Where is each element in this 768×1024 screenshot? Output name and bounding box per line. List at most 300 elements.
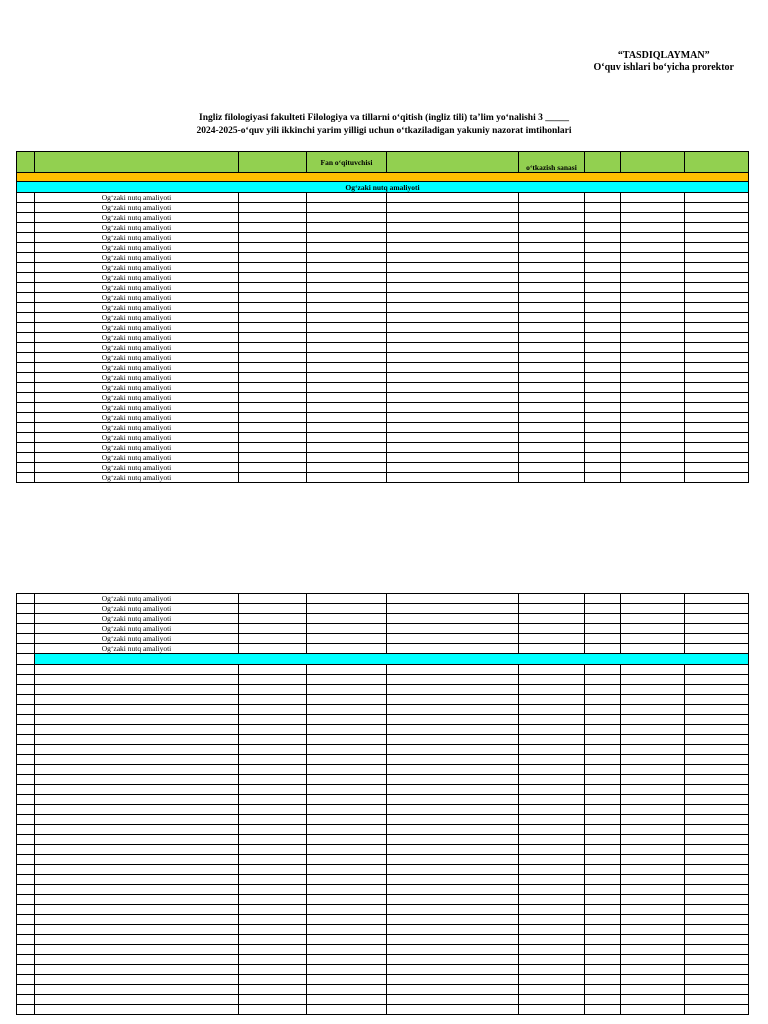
table-cell — [35, 865, 239, 875]
table-cell — [239, 785, 307, 795]
table-cell — [307, 403, 387, 413]
table-cell — [621, 624, 685, 634]
table-cell — [585, 745, 621, 755]
table-cell — [519, 203, 585, 213]
table-cell — [17, 213, 35, 223]
table-cell — [585, 855, 621, 865]
table-cell — [387, 875, 519, 885]
subject-cell: Og‘zaki nutq amaliyoti — [35, 363, 239, 373]
table-cell — [685, 433, 749, 443]
table-cell — [17, 695, 35, 705]
table-cell — [17, 303, 35, 313]
table-cell — [239, 685, 307, 695]
table-cell — [239, 935, 307, 945]
table-cell — [685, 233, 749, 243]
document-title-line2: 2024-2025-o‘quv yili ikkinchi yarim yilligi uchun o‘tkaziladigan yakuniy nazorat imtihonlari — [196, 126, 572, 136]
table-cell — [685, 805, 749, 815]
table-cell — [307, 935, 387, 945]
subject-cell: Og‘zaki nutq amaliyoti — [35, 303, 239, 313]
document-title — [0, 112, 768, 138]
table-cell — [307, 353, 387, 363]
table-cell — [307, 775, 387, 785]
subject-cell: Og‘zaki nutq amaliyoti — [35, 413, 239, 423]
table-cell — [621, 363, 685, 373]
table-cell — [685, 373, 749, 383]
table-cell — [239, 223, 307, 233]
table-cell — [387, 905, 519, 915]
table-cell — [585, 283, 621, 293]
subject-cell: Og‘zaki nutq amaliyoti — [35, 263, 239, 273]
table-cell — [621, 313, 685, 323]
table-cell — [621, 393, 685, 403]
table-cell — [35, 675, 239, 685]
table-cell — [17, 675, 35, 685]
table-cell — [685, 303, 749, 313]
table-cell — [585, 453, 621, 463]
table-cell — [585, 705, 621, 715]
table-cell — [17, 865, 35, 875]
table-cell — [17, 825, 35, 835]
table-cell — [35, 955, 239, 965]
table-cell — [519, 1005, 585, 1015]
table-cell — [387, 695, 519, 705]
table-row — [17, 845, 749, 855]
table-cell — [387, 353, 519, 363]
table-cell — [585, 805, 621, 815]
table-cell — [307, 925, 387, 935]
table-cell — [387, 785, 519, 795]
table-cell — [239, 253, 307, 263]
table-cell — [17, 614, 35, 624]
table-cell — [239, 815, 307, 825]
table-cell — [585, 263, 621, 273]
table-cell — [307, 915, 387, 925]
table-cell — [685, 203, 749, 213]
table-cell — [239, 765, 307, 775]
table-cell — [387, 885, 519, 895]
table-cell — [621, 975, 685, 985]
table-cell — [685, 895, 749, 905]
table-cell — [519, 604, 585, 614]
table-cell — [685, 363, 749, 373]
table-row — [17, 293, 749, 303]
table-cell — [621, 263, 685, 273]
table-cell — [585, 785, 621, 795]
table-cell — [519, 865, 585, 875]
subject-cell: Og‘zaki nutq amaliyoti — [35, 423, 239, 433]
table-cell — [519, 775, 585, 785]
table-cell — [685, 995, 749, 1005]
table-cell — [387, 614, 519, 624]
subject-cell: Og‘zaki nutq amaliyoti — [35, 273, 239, 283]
table-cell — [387, 313, 519, 323]
table-cell — [519, 895, 585, 905]
header-date: o‘tkazish sanasi — [519, 152, 585, 173]
table-cell — [585, 383, 621, 393]
table-cell — [621, 323, 685, 333]
table-cell — [685, 323, 749, 333]
table-cell — [685, 945, 749, 955]
table-cell — [17, 975, 35, 985]
table-cell — [17, 735, 35, 745]
table-cell — [17, 855, 35, 865]
table-cell — [519, 955, 585, 965]
table-cell — [685, 413, 749, 423]
table-cell — [307, 343, 387, 353]
table-cell — [239, 755, 307, 765]
table-cell — [17, 665, 35, 675]
document-title-line1: Ingliz filologiyasi fakulteti Filologiya va tillarni o‘qitish (ingliz tili) ta’lim yo‘nalishi 3 _____ — [199, 113, 569, 123]
table-cell — [585, 634, 621, 644]
table-cell — [17, 363, 35, 373]
table-cell — [585, 273, 621, 283]
table-cell — [35, 885, 239, 895]
table-cell — [519, 745, 585, 755]
table-cell — [307, 805, 387, 815]
table-cell — [17, 715, 35, 725]
table-cell — [239, 845, 307, 855]
table-cell — [519, 463, 585, 473]
table-cell — [307, 473, 387, 483]
table-cell — [239, 875, 307, 885]
table-cell — [621, 685, 685, 695]
table-cell — [387, 745, 519, 755]
subject-cell: Og‘zaki nutq amaliyoti — [35, 433, 239, 443]
table-cell — [17, 755, 35, 765]
table-cell — [621, 865, 685, 875]
table-cell — [685, 785, 749, 795]
table-cell — [519, 243, 585, 253]
table-cell — [239, 865, 307, 875]
table-cell — [685, 745, 749, 755]
table-cell — [307, 985, 387, 995]
table-cell — [17, 223, 35, 233]
table-row — [17, 995, 749, 1005]
table-cell — [585, 995, 621, 1005]
table-cell — [387, 403, 519, 413]
table-cell — [621, 765, 685, 775]
table-cell — [17, 253, 35, 263]
table-cell — [239, 715, 307, 725]
table-row — [17, 685, 749, 695]
table-row — [17, 705, 749, 715]
table-row — [17, 263, 749, 273]
table-cell — [685, 393, 749, 403]
table-cell — [519, 855, 585, 865]
table-cell — [307, 193, 387, 203]
table-cell — [17, 915, 35, 925]
table-cell — [685, 333, 749, 343]
table-cell — [307, 835, 387, 845]
table-row — [17, 253, 749, 263]
table-cell — [387, 443, 519, 453]
table-row — [17, 614, 749, 624]
table-row — [17, 353, 749, 363]
table-cell — [17, 333, 35, 343]
table-cell — [239, 795, 307, 805]
table-cell — [519, 675, 585, 685]
table-row — [17, 313, 749, 323]
table-cell — [519, 303, 585, 313]
table-cell — [685, 223, 749, 233]
table-row — [17, 805, 749, 815]
table-cell — [685, 1005, 749, 1015]
table-cell — [35, 705, 239, 715]
table-row — [17, 965, 749, 975]
subject-cell: Og‘zaki nutq amaliyoti — [35, 353, 239, 363]
table-cell — [685, 634, 749, 644]
table-cell — [387, 373, 519, 383]
table-cell — [519, 935, 585, 945]
table-cell — [621, 725, 685, 735]
table-cell — [17, 433, 35, 443]
table-cell — [387, 975, 519, 985]
table-cell — [239, 383, 307, 393]
table-cell — [387, 735, 519, 745]
table-cell — [239, 203, 307, 213]
table-cell — [307, 373, 387, 383]
table-cell — [621, 413, 685, 423]
table-cell — [685, 735, 749, 745]
table-cell — [519, 805, 585, 815]
table-cell — [685, 293, 749, 303]
table-cell — [239, 243, 307, 253]
table-cell — [17, 443, 35, 453]
table-cell — [307, 463, 387, 473]
table-cell — [307, 433, 387, 443]
table-cell — [239, 975, 307, 985]
table-cell — [307, 785, 387, 795]
table-cell — [17, 243, 35, 253]
table-row — [17, 453, 749, 463]
table-cell — [621, 675, 685, 685]
table-cell — [621, 293, 685, 303]
table-cell — [239, 775, 307, 785]
table-cell — [307, 955, 387, 965]
subject-cell: Og‘zaki nutq amaliyoti — [35, 323, 239, 333]
table-row — [17, 695, 749, 705]
table-cell — [35, 745, 239, 755]
table-cell — [621, 1005, 685, 1015]
table-cell — [239, 393, 307, 403]
table-row — [17, 413, 749, 423]
table-cell — [17, 725, 35, 735]
table-cell — [239, 985, 307, 995]
table-cell — [17, 403, 35, 413]
table-cell — [519, 985, 585, 995]
table-row — [17, 463, 749, 473]
table-cell — [17, 875, 35, 885]
table-cell — [17, 413, 35, 423]
table-cell — [585, 473, 621, 483]
header-cell — [17, 152, 35, 173]
table-cell — [239, 193, 307, 203]
table-cell — [35, 735, 239, 745]
table-cell — [17, 775, 35, 785]
table-cell — [239, 433, 307, 443]
table-cell — [307, 213, 387, 223]
table-cell — [239, 423, 307, 433]
table-cell — [621, 433, 685, 443]
table-cell — [239, 333, 307, 343]
table-cell — [307, 755, 387, 765]
table-row — [17, 443, 749, 453]
table-cell — [685, 825, 749, 835]
table-row — [17, 715, 749, 725]
table-cell — [685, 604, 749, 614]
table-cell — [239, 825, 307, 835]
table-cell — [621, 845, 685, 855]
table-row — [17, 895, 749, 905]
table-cell — [387, 925, 519, 935]
table-row — [17, 765, 749, 775]
table-cell — [307, 765, 387, 775]
table-cell — [685, 243, 749, 253]
table-cell — [17, 745, 35, 755]
table-cell — [387, 935, 519, 945]
approval-block — [594, 50, 734, 74]
table-cell — [519, 373, 585, 383]
table-cell — [585, 775, 621, 785]
table-row — [17, 735, 749, 745]
table-cell — [519, 885, 585, 895]
table-cell — [585, 845, 621, 855]
approval-subtitle: O‘quv ishlari bo‘yicha prorektor — [593, 62, 734, 73]
table-cell — [239, 885, 307, 895]
table-cell — [621, 353, 685, 363]
table-row — [17, 795, 749, 805]
table-cell — [685, 865, 749, 875]
table-cell — [307, 273, 387, 283]
table-row — [17, 273, 749, 283]
table-cell — [621, 193, 685, 203]
table-cell — [685, 975, 749, 985]
table-cell — [387, 855, 519, 865]
table-row — [17, 423, 749, 433]
table-row — [17, 303, 749, 313]
table-cell — [621, 463, 685, 473]
table-cell — [685, 213, 749, 223]
table-cell — [585, 675, 621, 685]
table-cell — [519, 905, 585, 915]
table-cell — [685, 905, 749, 915]
table-cell — [519, 473, 585, 483]
table-cell — [307, 905, 387, 915]
table-cell — [387, 273, 519, 283]
table-cell — [519, 253, 585, 263]
table-cell — [621, 895, 685, 905]
table-cell — [387, 835, 519, 845]
table-cell — [519, 193, 585, 203]
table-cell — [585, 293, 621, 303]
table-cell — [239, 614, 307, 624]
subject-cell: Og‘zaki nutq amaliyoti — [35, 614, 239, 624]
table-cell — [685, 815, 749, 825]
subject-cell: Og‘zaki nutq amaliyoti — [35, 253, 239, 263]
table-cell — [621, 905, 685, 915]
table-cell — [685, 715, 749, 725]
table-cell — [585, 945, 621, 955]
table-cell — [35, 915, 239, 925]
table-cell — [387, 393, 519, 403]
table-cell — [585, 905, 621, 915]
table-cell — [685, 765, 749, 775]
table-cell — [519, 665, 585, 675]
table-cell — [239, 725, 307, 735]
table-cell — [621, 634, 685, 644]
table-cell — [307, 965, 387, 975]
table-cell — [17, 383, 35, 393]
table-cell — [387, 263, 519, 273]
table-cell — [387, 283, 519, 293]
table-row — [17, 233, 749, 243]
subject-cell: Og‘zaki nutq amaliyoti — [35, 243, 239, 253]
subject-cell: Og‘zaki nutq amaliyoti — [35, 453, 239, 463]
table-cell — [585, 213, 621, 223]
table-cell — [685, 263, 749, 273]
table-cell — [585, 313, 621, 323]
table-cell — [585, 233, 621, 243]
exam-schedule-table-continued — [16, 593, 749, 1015]
table-cell — [307, 855, 387, 865]
table-row — [17, 373, 749, 383]
table-cell — [17, 283, 35, 293]
table-cell — [621, 614, 685, 624]
table-cell — [519, 383, 585, 393]
table-cell — [585, 393, 621, 403]
table-cell — [621, 443, 685, 453]
table-cell — [621, 785, 685, 795]
table-cell — [239, 213, 307, 223]
table-cell — [387, 845, 519, 855]
table-cell — [239, 373, 307, 383]
header-teacher: Fan o‘qituvchisi — [307, 152, 387, 173]
table-cell — [387, 233, 519, 243]
table-cell — [621, 453, 685, 463]
table-cell — [685, 775, 749, 785]
table-cell — [387, 203, 519, 213]
table-cell — [387, 473, 519, 483]
table-row — [17, 634, 749, 644]
table-cell — [17, 895, 35, 905]
table-cell — [621, 243, 685, 253]
table-row — [17, 985, 749, 995]
table-cell — [585, 935, 621, 945]
table-cell — [307, 945, 387, 955]
table-cell — [35, 855, 239, 865]
table-cell — [387, 705, 519, 715]
table-cell — [35, 685, 239, 695]
table-row — [17, 935, 749, 945]
table-cell — [585, 253, 621, 263]
table-cell — [519, 283, 585, 293]
table-cell — [585, 835, 621, 845]
table-cell — [387, 363, 519, 373]
table-row — [17, 243, 749, 253]
table-cell — [585, 644, 621, 654]
subject-cell: Og‘zaki nutq amaliyoti — [35, 233, 239, 243]
table-cell — [585, 865, 621, 875]
table-cell — [585, 604, 621, 614]
table-cell — [307, 203, 387, 213]
table-cell — [585, 1005, 621, 1015]
table-cell — [35, 965, 239, 975]
table-cell — [239, 403, 307, 413]
table-cell — [307, 695, 387, 705]
subject-cell: Og‘zaki nutq amaliyoti — [35, 393, 239, 403]
table-cell — [621, 825, 685, 835]
table-cell — [621, 805, 685, 815]
